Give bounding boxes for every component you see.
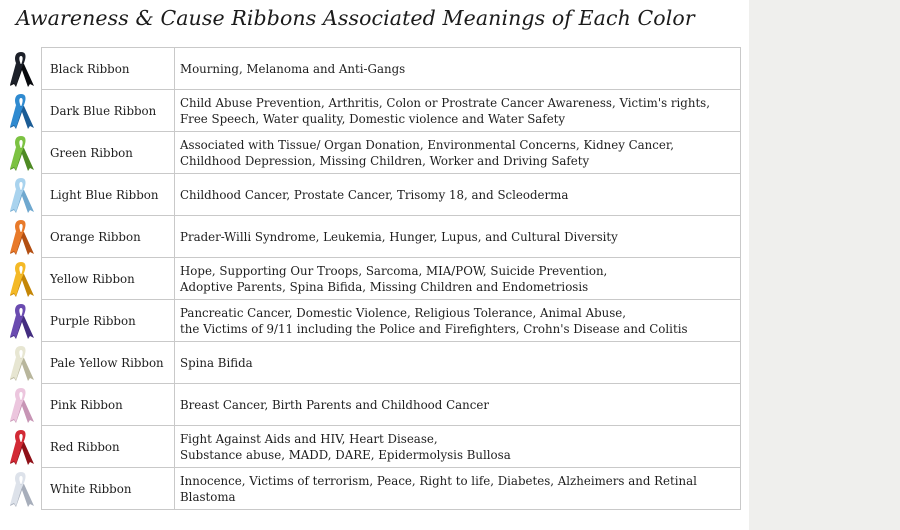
ribbon-icon [5, 344, 35, 382]
table-row [42, 468, 740, 510]
table-row [42, 48, 740, 90]
ribbon-meaning: Mourning, Melanoma and Anti-Gangs [174, 48, 740, 89]
table-row [42, 384, 740, 426]
ribbon-meanings-table [41, 47, 741, 510]
table-row [42, 216, 740, 258]
table-row [42, 174, 740, 216]
ribbon-name: White Ribbon [50, 481, 132, 496]
table-row [42, 426, 740, 468]
ribbon-meaning: Hope, Supporting Our Troops, Sarcoma, MIA/POW, Suicide Prevention, Adoptive Parents, Spina Bifida, Missing Children and Endometriosis [174, 258, 740, 299]
ribbon-meaning: Childhood Cancer, Prostate Cancer, Trisomy 18, and Scleoderma [174, 174, 740, 215]
ribbon-icon [5, 218, 35, 256]
ribbon-meaning: Spina Bifida [174, 342, 740, 383]
table-row [42, 90, 740, 132]
ribbon-icon [5, 260, 35, 298]
ribbon-meaning: Fight Against Aids and HIV, Heart Disease, Substance abuse, MADD, DARE, Epidermolysis Bullosa [174, 426, 740, 467]
table-row [42, 342, 740, 384]
ribbon-icon [5, 386, 35, 424]
ribbon-name: Pink Ribbon [50, 397, 123, 412]
table-row [42, 258, 740, 300]
ribbon-icon [5, 176, 35, 214]
ribbon-name: Light Blue Ribbon [50, 187, 159, 202]
ribbon-name: Purple Ribbon [50, 313, 136, 328]
ribbon-name: Green Ribbon [50, 145, 133, 160]
ribbon-name: Pale Yellow Ribbon [50, 355, 164, 370]
ribbon-icon [5, 134, 35, 172]
table-row [42, 300, 740, 342]
ribbon-name: Yellow Ribbon [50, 271, 135, 286]
ribbon-meaning: Prader-Willi Syndrome, Leukemia, Hunger, Lupus, and Cultural Diversity [174, 216, 740, 257]
ribbon-icon [5, 470, 35, 508]
page-title: Awareness & Cause Ribbons Associated Meanings of Each Color [16, 6, 695, 30]
ribbon-name: Black Ribbon [50, 61, 130, 76]
ribbon-meaning: Innocence, Victims of terrorism, Peace, Right to life, Diabetes, Alzheimers and Retinal Blastoma [174, 468, 740, 509]
ribbon-icon [5, 92, 35, 130]
ribbon-meaning: Associated with Tissue/ Organ Donation, Environmental Concerns, Kidney Cancer, Childhood Depression, Missing Children, Worker and Driving Safety [174, 132, 740, 173]
ribbon-name: Red Ribbon [50, 439, 120, 454]
ribbon-meaning: Child Abuse Prevention, Arthritis, Colon or Prostrate Cancer Awareness, Victim's rights, Free Speech, Water quality, Domestic violence and Water Safety [174, 90, 740, 131]
ribbon-icon [5, 302, 35, 340]
ribbon-meaning: Breast Cancer, Birth Parents and Childhood Cancer [174, 384, 740, 425]
ribbon-icon [5, 50, 35, 88]
ribbon-name: Dark Blue Ribbon [50, 103, 157, 118]
table-row [42, 132, 740, 174]
ribbon-meaning: Pancreatic Cancer, Domestic Violence, Religious Tolerance, Animal Abuse, the Victims of 9/11 including the Police and Firefighters, Crohn's Disease and Colitis [174, 300, 740, 341]
ribbon-name: Orange Ribbon [50, 229, 141, 244]
ribbon-icon [5, 428, 35, 466]
